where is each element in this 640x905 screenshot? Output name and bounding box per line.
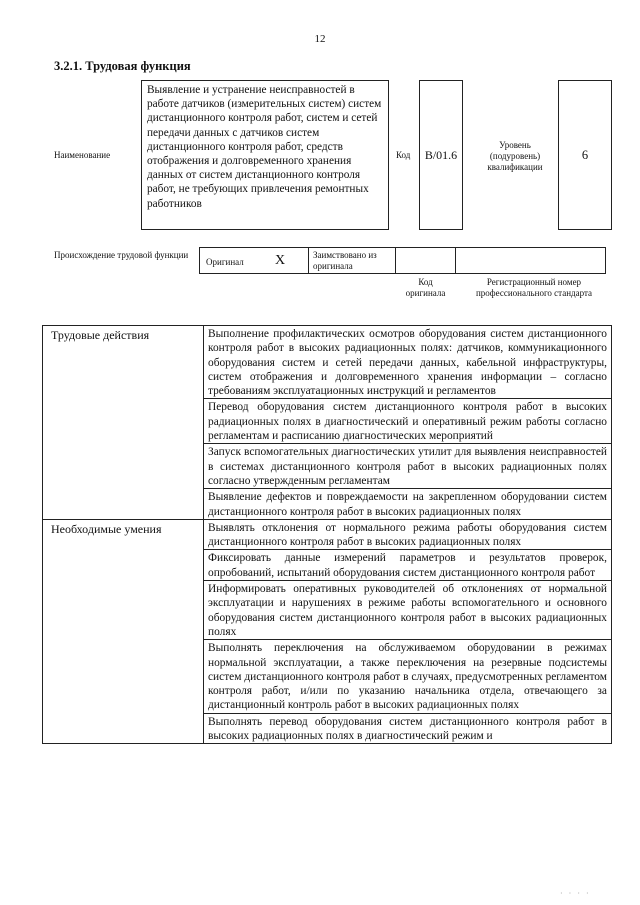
origin-reg-cell bbox=[456, 248, 607, 273]
origin-borrowed-cell bbox=[309, 248, 396, 273]
table-cell: Информировать оперативных руководителей об отклонениях от нормальной эксплуатации и нарушениях в режиме работы вспомогательного и основного оборудования систем дистанционного контроля работ в высоких радиационных полях bbox=[204, 581, 612, 640]
table-cell: Выполнение профилактических осмотров оборудования систем дистанционного контроля работ в высоких радиационных полях: датчиков, коммуникационного оборудования систем и сетей передачи данных, кабельной инфраструктуры, систем отображения и долговременного хранения информации – согласно требованиям эксплуатационных инструкций и регламентов bbox=[204, 326, 612, 399]
code-box bbox=[419, 80, 463, 230]
origin-code-cell bbox=[396, 248, 456, 273]
table-cell: Перевод оборудования систем дистанционного контроля работ в высоких радиационных полях в диагностический и оперативный режим работы согласно регламентам и расписанию диагностических мероприятий bbox=[204, 399, 612, 444]
page-bottom-margin bbox=[0, 870, 640, 905]
code-value: B/01.6 bbox=[424, 147, 458, 162]
origin-original-cell bbox=[200, 248, 309, 273]
function-name-text: Выявление и устранение неисправностей в работе датчиков (измерительных систем) систем дистанционного контроля работ, систем и сетей передачи данных с датчиков систем дистанционного контроля работ, средств отображения и долговременного хранения данных от систем дистанционного контроля работ, не требующих привлечения ремонтных работников bbox=[147, 84, 382, 210]
level-box bbox=[558, 80, 612, 230]
section-label: Трудовые действия bbox=[43, 326, 204, 520]
table-row bbox=[43, 519, 612, 550]
section-title: 3.2.1. Трудовая функция bbox=[54, 59, 191, 73]
table-cell: Выявление дефектов и повреждаемости на закрепленном оборудовании систем дистанционного контроля работ в высоких радиационных полях bbox=[204, 489, 612, 520]
function-table bbox=[42, 325, 612, 744]
code-caption: Код оригинала bbox=[405, 277, 446, 298]
table-cell: Фиксировать данные измерений параметров и результатов проверок, опробований, испытаний оборудования систем дистанционного контроля работ bbox=[204, 550, 612, 581]
original-label: Оригинал bbox=[206, 257, 244, 267]
origin-row bbox=[199, 247, 606, 274]
table-cell: Запуск вспомогательных диагностических утилит для выявления неисправностей в системах дистанционного контроля работ в высоких радиационных полях согласно утвержденным регламентам bbox=[204, 444, 612, 489]
table-cell: Выявлять отклонения от нормального режима работы оборудования систем дистанционного контроля работ в высоких радиационных полях bbox=[204, 519, 612, 550]
page-number: 12 bbox=[314, 33, 326, 45]
table-cell: Выполнять переключения на обслуживаемом оборудовании в режимах нормальной эксплуатации, а также переключения на резервные подсистемы систем дистанционного контроля работ в случаях, предусмотренных регламентом контроля работ, и/или по указанию начальника отдела, отвечающего за дистанционный контроль работ в высоких радиационных полях bbox=[204, 640, 612, 713]
table-cell: Выполнять перевод оборудования систем дистанционного контроля работ в высоких радиационных полях в диагностический режим и bbox=[204, 713, 612, 744]
reg-caption: Регистрационный номер профессионального стандарта bbox=[475, 277, 593, 298]
level-value: 6 bbox=[581, 147, 589, 162]
function-name-box bbox=[141, 80, 389, 230]
origin-label: Происхождение трудовой функции bbox=[54, 250, 189, 260]
scan-artifact: · · · · bbox=[560, 889, 591, 898]
section-label: Необходимые умения bbox=[43, 519, 204, 743]
code-label: Код bbox=[396, 150, 411, 160]
level-label: Уровень (подуровень) квалификации bbox=[487, 140, 543, 172]
name-label: Наименование bbox=[54, 150, 111, 160]
original-mark: X bbox=[275, 253, 286, 268]
table-row bbox=[43, 326, 612, 399]
borrowed-label: Заимствовано из оригинала bbox=[313, 250, 377, 271]
